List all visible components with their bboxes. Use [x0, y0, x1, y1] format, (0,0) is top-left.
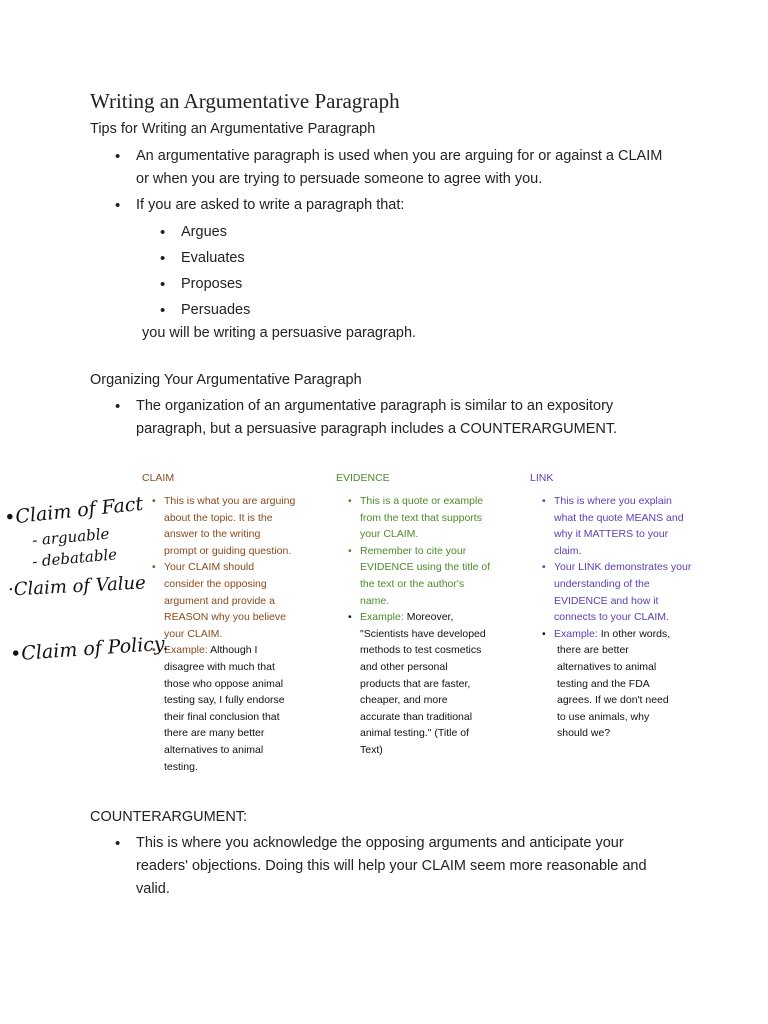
section1-bullet-1-line1: • An argumentative paragraph is used when you are arguing for or against a CLAIM [136, 148, 663, 164]
claim-p2-line: consider the opposing [164, 577, 267, 590]
evidence-p1-line: your CLAIM. [360, 528, 419, 541]
evidence-point-3 [348, 609, 526, 758]
evidence-p2-line: EVIDENCE using the title of [360, 561, 491, 574]
subitem-persuades: • Persuades [181, 299, 250, 322]
section2-heading: Organizing Your Argumentative Paragraph [90, 372, 362, 388]
evidence-example-first [360, 609, 526, 626]
evidence-p1-line: from the text that supports [360, 511, 482, 524]
link-example-text: In other words, [597, 627, 671, 640]
section1-closing: you will be writing a persuasive paragraph. [142, 325, 417, 341]
evidence-p2-line: • Remember to cite your [360, 544, 467, 557]
section2-bullet-1-line2: paragraph, but a persuasive paragraph includes a COUNTERARGUMENT. [136, 421, 618, 437]
claim-list [164, 493, 332, 775]
evidence-example-label: Example: [360, 611, 404, 624]
claim-p2-line: • Your CLAIM should [164, 561, 255, 574]
section1-bullet-1-line2: or when you are trying to persuade someone to agree with you. [136, 171, 543, 187]
claim-point-2 [152, 559, 332, 642]
link-point-3 [542, 626, 730, 742]
claim-example-line: their final conclusion that [164, 710, 280, 723]
evidence-p2-line: name. [360, 594, 390, 607]
evidence-example-line: cheaper, and more [360, 694, 448, 707]
section3-heading: COUNTERARGUMENT: [90, 809, 248, 825]
link-header: LINK [530, 472, 554, 484]
link-p2-line: EVIDENCE and how it [554, 594, 659, 607]
section2-bullet-1 [136, 395, 696, 441]
section2-bullet-1-line1: • The organization of an argumentative paragraph is similar to an expository [136, 398, 614, 414]
link-p1-line: why it MATTERS to your [554, 528, 669, 541]
section1-heading: Tips for Writing an Argumentative Paragraph [90, 121, 376, 137]
link-p1-line: claim. [554, 544, 582, 557]
evidence-example-line: animal testing." (Title of [360, 727, 469, 740]
claim-header: CLAIM [142, 472, 175, 484]
claim-example-line: testing say, I fully endorse [164, 694, 285, 707]
link-p2-line: understanding of the [554, 577, 650, 590]
claim-example-line: disagree with much that [164, 660, 275, 673]
claim-example-line: those who oppose animal [164, 677, 284, 690]
evidence-header: EVIDENCE [336, 472, 390, 484]
link-point-2 [542, 559, 730, 625]
evidence-point-2 [348, 543, 526, 609]
handwriting-debatable: - debatable [31, 545, 118, 571]
link-example-line: there are better [557, 644, 629, 657]
link-p2-line: • Your LINK demonstrates your [554, 561, 692, 574]
claim-example-line: there are many better [164, 727, 265, 740]
link-column [530, 472, 730, 742]
link-example-label: Example: [554, 627, 598, 640]
handwriting-claim-of-fact: •Claim of Fact [3, 492, 145, 530]
subitem-proposes: • Proposes [181, 273, 242, 296]
claim-point-1 [152, 493, 332, 559]
link-example-line: should we? [557, 727, 611, 740]
evidence-example-line: products that are faster, [360, 677, 471, 690]
evidence-example-line: "Scientists have developed [360, 627, 486, 640]
link-example-line: testing and the FDA [557, 677, 650, 690]
evidence-column [336, 472, 526, 759]
claim-column [142, 472, 332, 775]
evidence-list [360, 493, 526, 759]
link-point-1 [542, 493, 730, 559]
claim-p1-line: answer to the writing [164, 528, 261, 541]
handwriting-arguable: - arguable [31, 524, 111, 550]
subitem-evaluates: • Evaluates [181, 247, 245, 270]
section1-bullet-1 [136, 145, 696, 191]
section3-bullet-1 [136, 832, 696, 901]
claim-point-3 [152, 642, 332, 775]
claim-p1-line: prompt or guiding question. [164, 544, 292, 557]
claim-example-line: alternatives to animal [164, 743, 264, 756]
handwriting-claim-of-value: ·Claim of Value [7, 572, 147, 601]
handwriting-claim-of-policy: •Claim of Policy. [9, 632, 169, 666]
section3-bullet-1-line3: valid. [136, 881, 170, 897]
claim-p2-line: your CLAIM. [164, 627, 223, 640]
section3-bullet-1-line2: readers' objections. Doing this will help your CLAIM seem more reasonable and [136, 858, 647, 874]
link-example-line: to use animals, why [557, 710, 650, 723]
claim-example-text: Although I [207, 644, 258, 657]
evidence-example-line: and other personal [360, 660, 448, 673]
evidence-p1-line: • This is a quote or example [360, 495, 484, 507]
section3-bullet-1-line1: • This is where you acknowledge the opposing arguments and anticipate your [136, 835, 624, 851]
claim-p1-line: • This is what you are arguing [164, 495, 296, 507]
link-example-line: alternatives to animal [557, 660, 657, 673]
evidence-p2-line: the text or the author's [360, 577, 465, 590]
subitem-argues: • Argues [181, 221, 227, 244]
claim-p2-line: REASON why you believe [164, 611, 286, 624]
claim-example-line: testing. [164, 760, 198, 773]
section1-bullet-2: • If you are asked to write a paragraph that: [136, 194, 404, 217]
claim-example-first [164, 642, 332, 659]
link-p2-line: connects to your CLAIM. [554, 611, 669, 624]
link-example-first [554, 626, 730, 643]
evidence-example-line: Text) [360, 743, 383, 756]
link-p1-line: what the quote MEANS and [554, 511, 684, 524]
evidence-example-text: Moreover, [403, 611, 454, 624]
claim-p2-line: argument and provide a [164, 594, 275, 607]
evidence-example-line: methods to test cosmetics [360, 644, 482, 657]
evidence-point-1 [348, 493, 526, 543]
page-title: Writing an Argumentative Paragraph [90, 89, 400, 113]
claim-p1-line: about the topic. It is the [164, 511, 273, 524]
claim-example-label: Example: [164, 644, 208, 657]
link-list [554, 493, 730, 742]
link-example-line: agrees. If we don't need [557, 694, 669, 707]
evidence-example-line: accurate than traditional [360, 710, 473, 723]
link-p1-line: • This is where you explain [554, 495, 672, 507]
